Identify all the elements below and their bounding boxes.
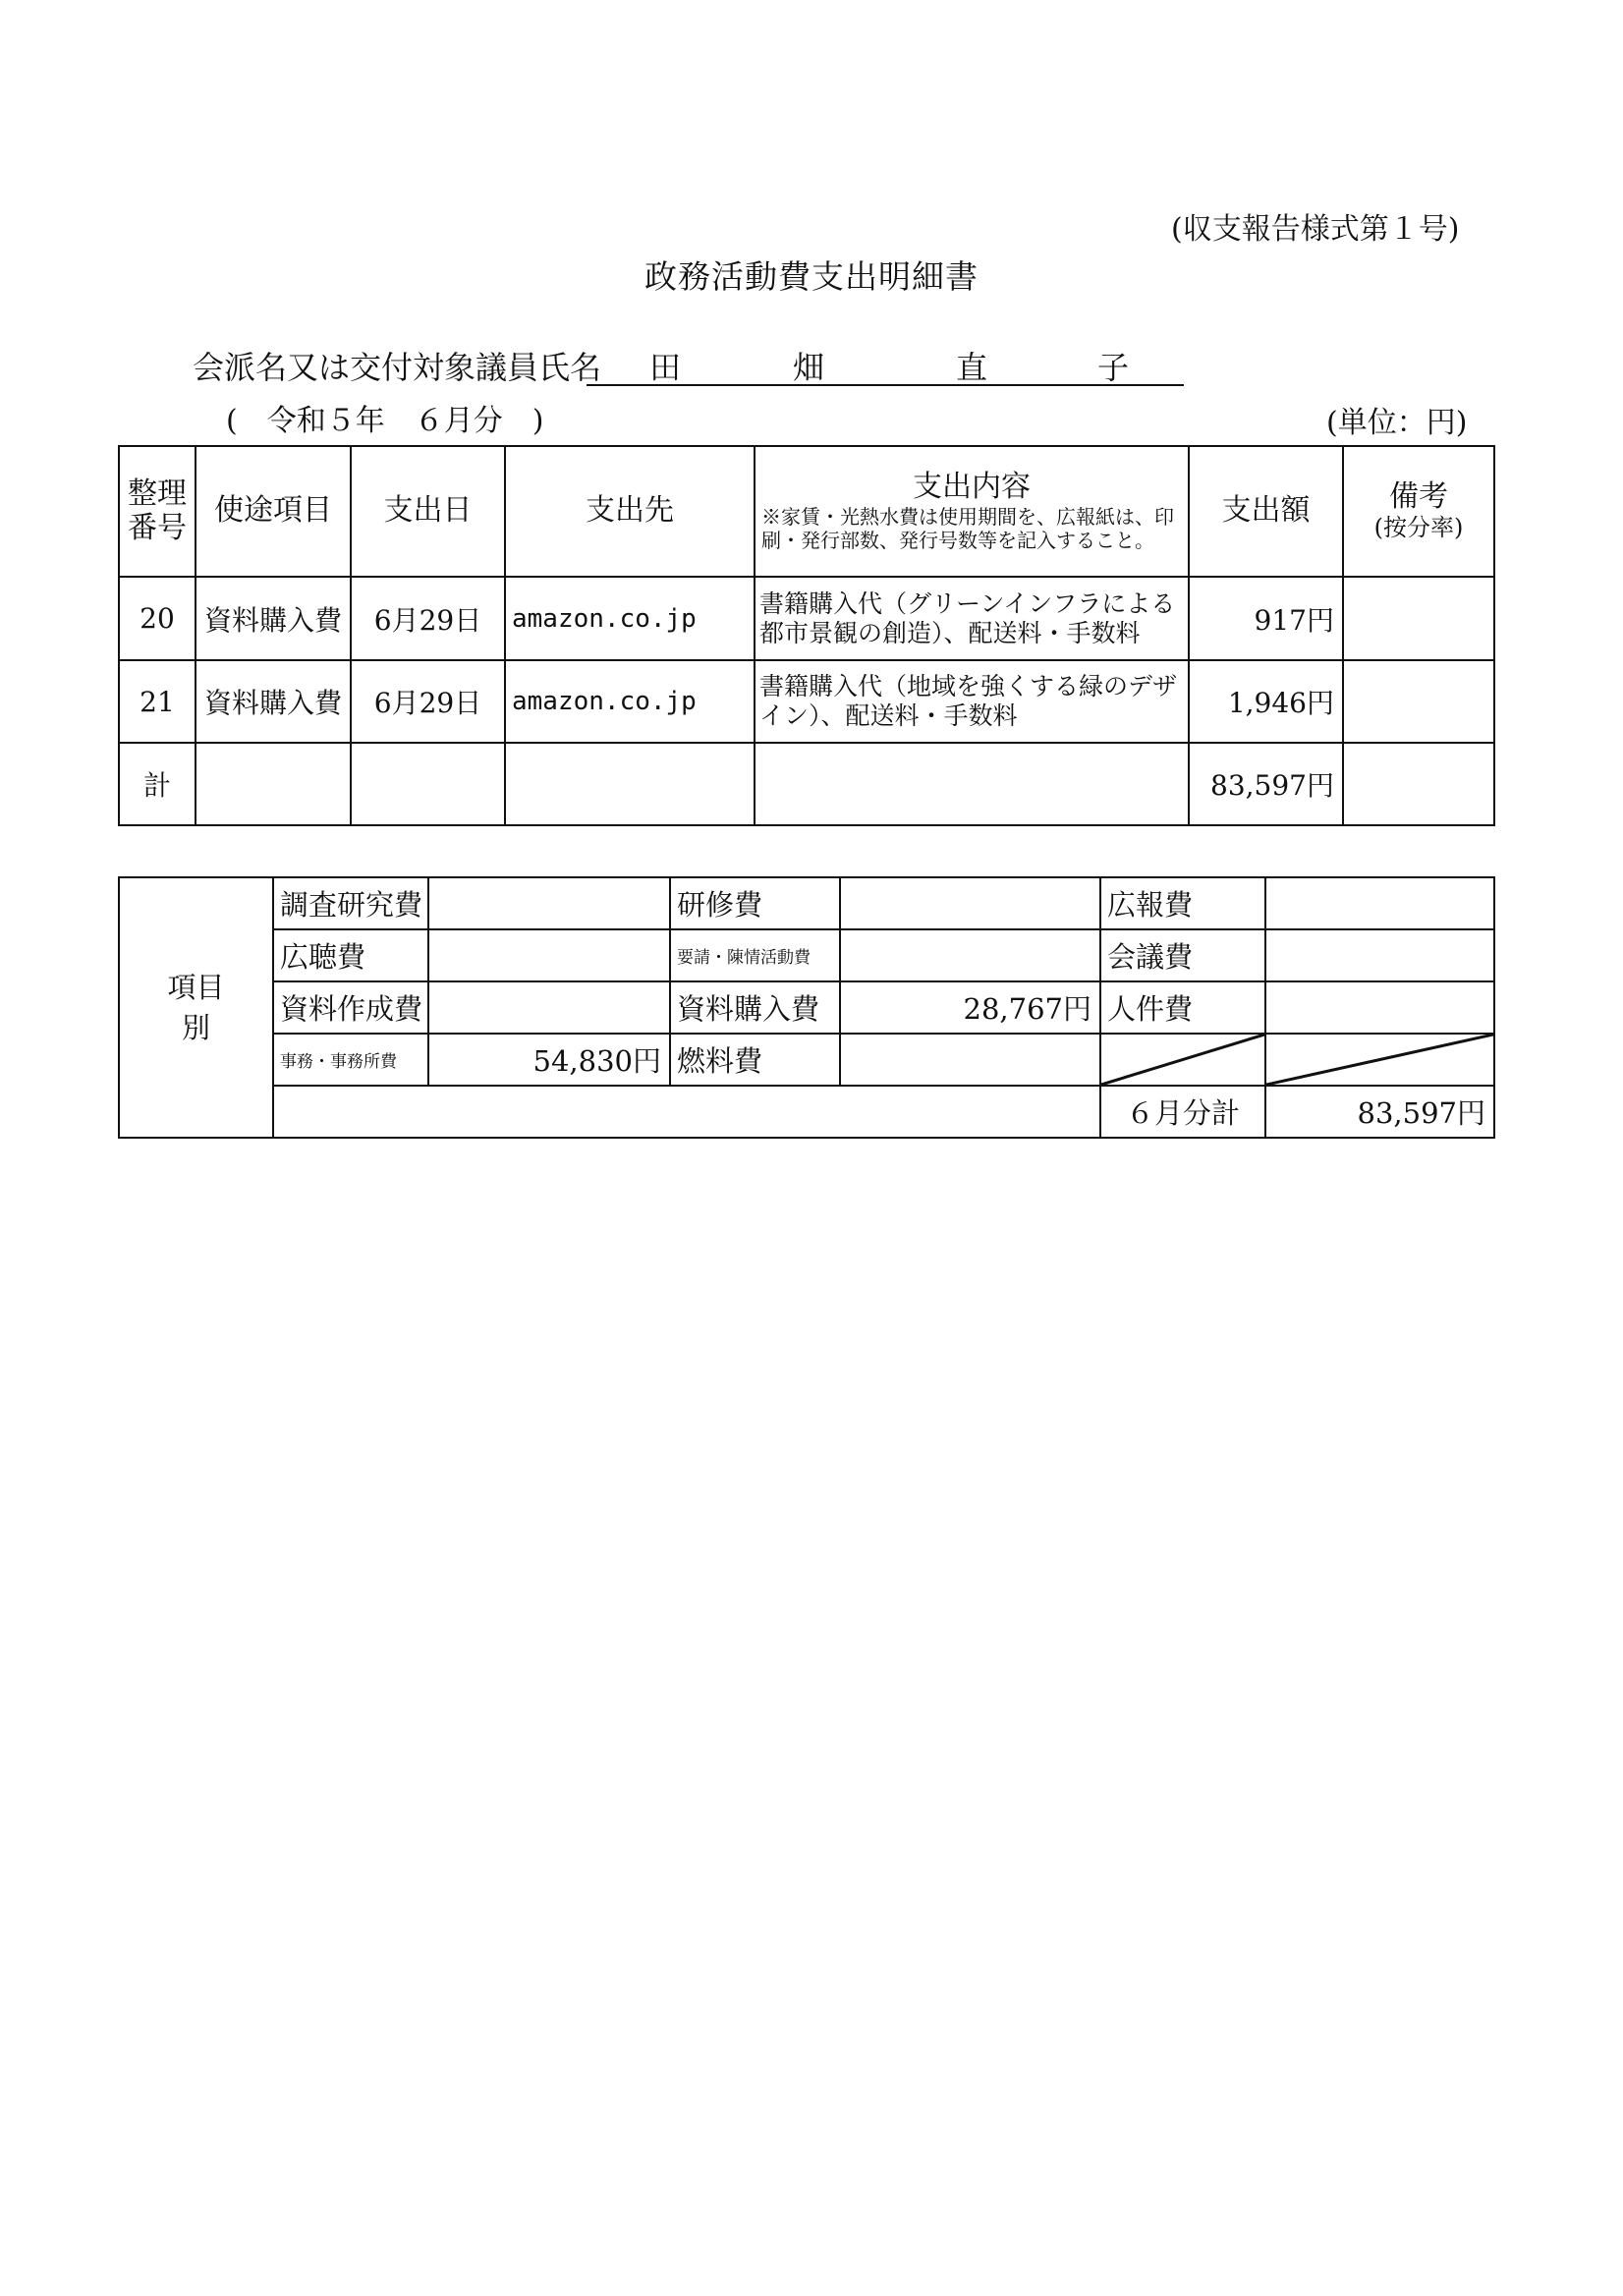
- label-koho: 広報費: [1100, 877, 1265, 929]
- header-number: 整理番号: [119, 446, 196, 577]
- row-remarks: [1343, 577, 1494, 660]
- detail-header-row: [119, 446, 1494, 577]
- total-row: [119, 743, 1494, 825]
- summary-blank: [273, 1086, 1100, 1138]
- summary-row: [119, 1034, 1494, 1086]
- month-total-value: 83,597円: [1265, 1086, 1494, 1138]
- label-chosa: 調査研究費: [273, 877, 428, 929]
- label-shiryo-konyu: 資料購入費: [670, 981, 840, 1034]
- header-content-note: ※家賃・光熱水費は使用期間を、広報紙は、印刷・発行部数、発行号数等を記入すること。: [761, 504, 1174, 552]
- value-koho: [1265, 877, 1494, 929]
- row-purpose: 資料購入費: [196, 577, 351, 660]
- header-amount: 支出額: [1189, 446, 1343, 577]
- row-date: 6月29日: [351, 577, 505, 660]
- label-jimu: 事務・事務所費: [273, 1034, 428, 1086]
- header-remarks: [1343, 446, 1494, 577]
- value-yosei: [840, 929, 1100, 981]
- header-content: [755, 446, 1189, 577]
- row-number: 20: [119, 577, 196, 660]
- total-remarks: [1343, 743, 1494, 825]
- form-code: (収支報告様式第１号): [1171, 212, 1460, 247]
- diagonal-line: [1101, 1035, 1264, 1085]
- value-shiryo-konyu: 28,767円: [840, 981, 1100, 1034]
- value-kocho: [428, 929, 670, 981]
- document-title: 政務活動費支出明細書: [644, 257, 979, 296]
- month-total-label: ６月分計: [1100, 1086, 1265, 1138]
- label-kaigi: 会議費: [1100, 929, 1265, 981]
- summary-row: [119, 929, 1494, 981]
- value-shiryo-sakusei: [428, 981, 670, 1034]
- value-nenryo: [840, 1034, 1100, 1086]
- summary-row: [119, 877, 1494, 929]
- category-side-label: 項目別: [119, 877, 273, 1138]
- row-date: 6月29日: [351, 660, 505, 743]
- table-row: [119, 660, 1494, 743]
- label-yosei: 要請・陳情活動費: [670, 929, 840, 981]
- unit-label: (単位：円): [1326, 406, 1468, 440]
- row-content: 書籍購入代（地域を強くする緑のデザイン）、配送料・手数料: [755, 660, 1189, 743]
- row-content: 書籍購入代（グリーンインフラによる都市景観の創造）、配送料・手数料: [755, 577, 1189, 660]
- member-name-char-3: 直: [956, 349, 988, 386]
- row-number: 21: [119, 660, 196, 743]
- row-amount: 1,946円: [1189, 660, 1343, 743]
- diagonal-line: [1266, 1035, 1493, 1085]
- member-name-char-2: 畑: [793, 349, 825, 386]
- table-row: [119, 577, 1494, 660]
- expense-detail-table: [118, 445, 1495, 826]
- label-kocho: 広聴費: [273, 929, 428, 981]
- header-remarks-sub: (按分率): [1373, 513, 1464, 541]
- label-kenshu: 研修費: [670, 877, 840, 929]
- row-amount: 917円: [1189, 577, 1343, 660]
- header-purpose: 使途項目: [196, 446, 351, 577]
- header-payee: 支出先: [505, 446, 755, 577]
- header-content-title: 支出内容: [913, 470, 1031, 505]
- value-kenshu: [840, 877, 1100, 929]
- row-payee: amazon.co.jp: [505, 660, 755, 743]
- member-name-char-4: 子: [1097, 349, 1130, 386]
- summary-total-row: [119, 1086, 1494, 1138]
- header-remarks-title: 備考: [1389, 479, 1448, 515]
- header-date: 支出日: [351, 446, 505, 577]
- total-empty: [351, 743, 505, 825]
- total-empty: [196, 743, 351, 825]
- label-nenryo: 燃料費: [670, 1034, 840, 1086]
- summary-row: [119, 981, 1494, 1034]
- reporting-period: ( 令和５年 ６月分 ): [226, 404, 544, 438]
- member-name-char-1: 田: [649, 349, 682, 386]
- row-remarks: [1343, 660, 1494, 743]
- value-jimu: 54,830円: [428, 1034, 670, 1086]
- member-name-label: 会派名又は交付対象議員氏名: [193, 349, 602, 386]
- label-shiryo-sakusei: 資料作成費: [273, 981, 428, 1034]
- total-empty: [755, 743, 1189, 825]
- member-name-field: [587, 343, 1184, 386]
- total-empty: [505, 743, 755, 825]
- value-kaigi: [1265, 929, 1494, 981]
- value-jinken: [1265, 981, 1494, 1034]
- value-chosa: [428, 877, 670, 929]
- category-summary-table: [118, 876, 1495, 1139]
- total-label: 計: [119, 743, 196, 825]
- diagonal-blank-cell: [1265, 1034, 1494, 1086]
- label-jinken: 人件費: [1100, 981, 1265, 1034]
- total-amount: 83,597円: [1189, 743, 1343, 825]
- row-payee: amazon.co.jp: [505, 577, 755, 660]
- diagonal-blank-cell: [1100, 1034, 1265, 1086]
- row-purpose: 資料購入費: [196, 660, 351, 743]
